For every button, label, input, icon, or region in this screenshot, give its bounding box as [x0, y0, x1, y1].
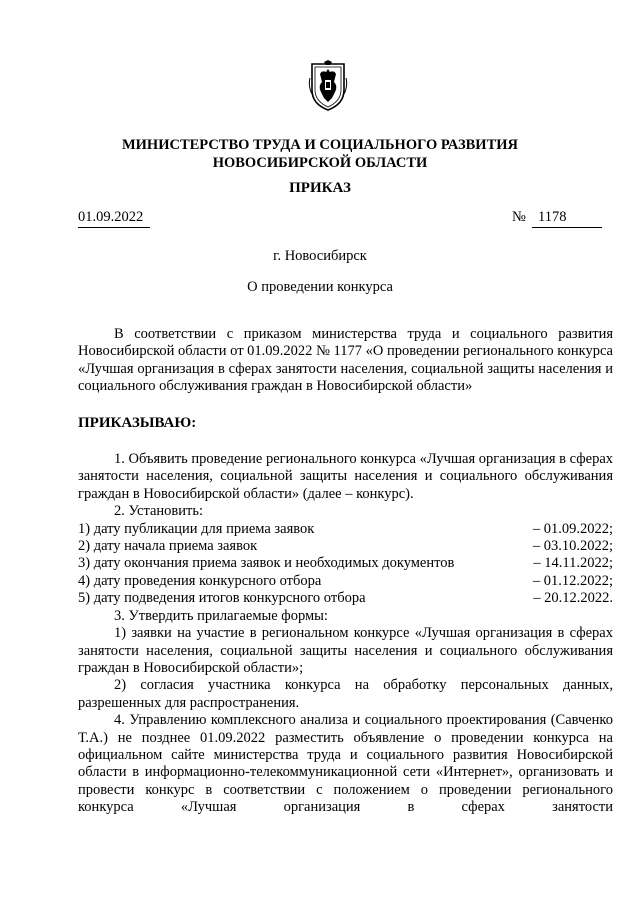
- date-row-label: 2) дату начала приема заявок: [78, 538, 258, 555]
- preamble-paragraph: В соответствии с приказом министерства труда и социального развития Новосибирской области от 01.09.2022 № 1177 «О проведении регионального конкурса «Лучшая организация в сферах занятости населения, социальной защиты населения и социального обслуживания граждан в Новосибирской области»: [78, 326, 613, 395]
- date-row-3: [78, 555, 613, 572]
- date-row-label: 5) дату подведения итогов конкурсного отбора: [78, 590, 366, 607]
- city-line: г. Новосибирск: [273, 248, 367, 264]
- order-date: 01.09.2022: [78, 209, 150, 228]
- item-3-1-paragraph: 1) заявки на участие в региональном конкурсе «Лучшая организация в сферах занятости населения, социальной защиты населения и социального обслуживания граждан в Новосибирской области»;: [78, 625, 613, 676]
- order-word: ПРИКАЗЫВАЮ:: [78, 414, 197, 431]
- date-row-value: – 03.10.2022;: [532, 538, 613, 555]
- date-row-label: 1) дату публикации для приема заявок: [78, 520, 315, 537]
- item-4-paragraph: 4. Управлению комплексного анализа и социального проектирования (Савченко Т.А.) не позднее 01.09.2022 разместить объявление о проведении конкурса на официальном сайте министерства труда и социального развития Новосибирской области в информационно-телекоммуникационной сети «Интернет», организовать и провести конкурс в соответствии с положением о проведении регионального конкурса «Лучшая организация в сферах занятости: [78, 712, 613, 816]
- ministry-name: [0, 136, 640, 172]
- item-1-paragraph: 1. Объявить проведение регионального конкурса «Лучшая организация в сферах занятости населения, социальной защиты населения и социального обслуживания граждан в Новосибирской области» (далее – конкурс).: [78, 451, 614, 502]
- ministry-line-2: НОВОСИБИРСКОЙ ОБЛАСТИ: [212, 155, 428, 171]
- date-row-2: [78, 538, 613, 555]
- date-row-value: – 01.12.2022;: [532, 572, 613, 589]
- order-number: 1178: [532, 209, 602, 228]
- document-type-title: ПРИКАЗ: [289, 180, 351, 196]
- date-row-1: [78, 521, 613, 538]
- item-3-paragraph: 3. Утвердить прилагаемые формы:: [114, 607, 328, 624]
- date-row-label: 3) дату окончания приема заявок и необходимых документов: [78, 555, 455, 572]
- date-row-5: [78, 590, 613, 607]
- date-row-value: – 20.12.2022.: [533, 590, 613, 607]
- date-row-value: – 14.11.2022;: [533, 555, 613, 572]
- item-2-paragraph: 2. Установить:: [114, 503, 204, 520]
- number-sign: №: [512, 209, 526, 225]
- order-body: [78, 326, 613, 817]
- date-row-4: [78, 573, 613, 590]
- coat-of-arms-emblem: [308, 60, 348, 112]
- order-subject: О проведении конкурса: [247, 279, 393, 295]
- ministry-line-1: МИНИСТЕРСТВО ТРУДА И СОЦИАЛЬНОГО РАЗВИТИЯ: [121, 137, 519, 153]
- item-3-2-paragraph: 2) согласия участника конкурса на обработку персональных данных, разрешенных для распространения.: [78, 677, 613, 711]
- date-row-value: – 01.09.2022;: [532, 520, 613, 537]
- date-row-label: 4) дату проведения конкурсного отбора: [78, 572, 322, 589]
